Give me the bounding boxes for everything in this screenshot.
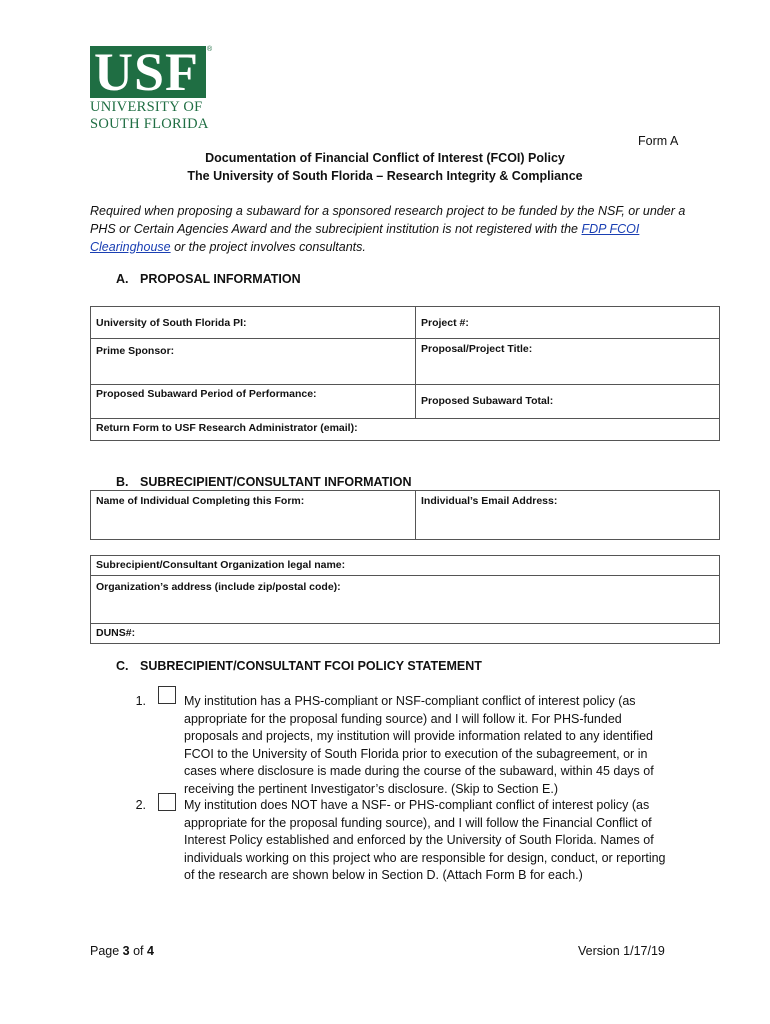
section-a-heading [116,272,301,286]
intro-paragraph [90,202,690,256]
individual-email-label: Individual’s Email Address: [421,495,558,507]
usf-logo [90,42,213,132]
project-number-field[interactable] [416,307,720,339]
policy-statement-item [90,693,690,803]
registered-mark: ® [207,46,213,53]
org-address-label: Organization’s address (include zip/postal code): [96,581,341,593]
section-c-heading [116,659,482,673]
document-title: Documentation of Financial Conflict of Interest (FCOI) Policy [205,151,565,165]
page-mid: of [129,944,147,958]
project-number-label: Project #: [421,317,469,329]
usf-logo-line2: SOUTH FLORIDA [90,116,209,132]
policy-statement-item [90,797,690,893]
period-of-performance-label: Proposed Subaward Period of Performance: [96,388,317,400]
usf-logo-line1: UNIVERSITY OF [90,99,203,115]
policy-compliant-checkbox[interactable] [158,686,176,704]
section-b-letter: B. [116,475,129,489]
page-number [90,944,154,958]
version-label: Version 1/17/19 [578,944,665,958]
prime-sponsor-field[interactable] [91,339,416,385]
period-of-performance-field[interactable] [91,385,416,419]
form-label: Form A [638,134,679,148]
policy-not-compliant-checkbox[interactable] [158,793,176,811]
org-address-field[interactable] [91,576,720,624]
document-subtitle: The University of South Florida – Research Integrity & Compliance [187,169,583,183]
page-current: 3 [122,944,130,958]
individual-name-field[interactable] [91,491,416,540]
individual-name-label: Name of Individual Completing this Form: [96,495,305,507]
section-c-title: SUBRECIPIENT/CONSULTANT FCOI POLICY STATEMENT [140,659,482,673]
project-title-field[interactable] [416,339,720,385]
usf-pi-label: University of South Florida PI: [96,317,247,329]
organization-info-table [90,555,720,644]
duns-label: DUNS#: [96,627,136,639]
return-form-field[interactable] [91,419,720,441]
page-prefix: Page [90,944,123,958]
prime-sponsor-label: Prime Sponsor: [96,345,175,357]
section-a-letter: A. [116,272,129,286]
item-text: My institution has a PHS-compliant or NSF-compliant conflict of interest policy (as appropriate for the proposal funding source) and I will follow it. For PHS-funded proposals and projects, my institution will provide information related to any identified FCOI to the University of South Florida prior to execution of the subagreement, or in cases where disclosure is made during the course of the subaward, within 45 days of receiving the pertinent Investigator’s disclosure. (Skip to Section E.) [184,694,654,796]
subaward-total-label: Proposed Subaward Total: [421,395,554,407]
item-number: 1. [135,694,146,708]
duns-field[interactable] [91,624,720,644]
usf-pi-field[interactable] [91,307,416,339]
individual-email-field[interactable] [416,491,720,540]
org-legal-name-field[interactable] [91,556,720,576]
return-form-label: Return Form to USF Research Administrator (email): [96,422,358,434]
item-number: 2. [135,798,146,812]
usf-logo-letters: USF [94,42,200,102]
intro-text-after: or the project involves consultants. [170,240,366,254]
proposal-info-table [90,306,720,441]
org-legal-name-label: Subrecipient/Consultant Organization legal name: [96,559,346,571]
item-text: My institution does NOT have a NSF- or PHS-compliant conflict of interest policy (as appropriate for the proposal funding source), and I will follow the Financial Conflict of Interest Policy established and enforced by the University of South Florida. Names of individuals working on this project who are responsible for design, conduct, or reporting of the research are shown below in Section D. (Attach Form B for each.) [184,798,666,882]
project-title-label: Proposal/Project Title: [421,343,533,355]
page-total: 4 [147,944,154,958]
subaward-total-field[interactable] [416,385,720,419]
section-a-title: PROPOSAL INFORMATION [140,272,301,286]
section-b-title: SUBRECIPIENT/CONSULTANT INFORMATION [140,475,412,489]
section-b-heading [116,475,412,489]
usf-logo-block [90,42,206,102]
intro-text-before: Required when proposing a subaward for a sponsored research project to be funded by the NSF, or under a PHS or Certain Agencies Award and the subrecipient institution is not registered with the [90,204,686,236]
section-c-letter: C. [116,659,129,673]
fdp-fcoi-clearinghouse-link[interactable]: FDP FCOI Clearinghouse [90,222,640,254]
individual-info-table [90,490,720,540]
